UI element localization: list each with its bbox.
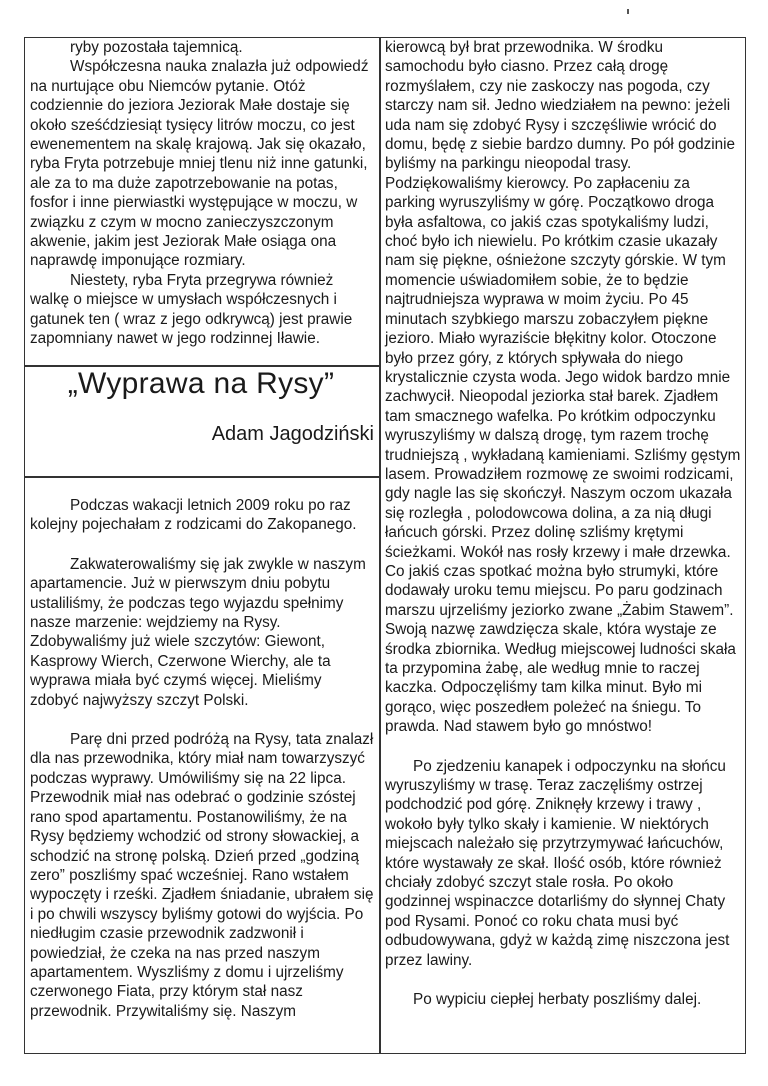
scan-mark — [627, 9, 629, 14]
article-header — [24, 367, 378, 475]
paragraph: Parę dni przed podróżą na Rysy, tata znalazł dla nas przewodnika, który miał nam towarzyszyć podczas wyprawy. Umówiliśmy się na 22 lipca. Przewodnik miał nas odebrać o godzinie szóstej rano spod apartamentu. Postanowiliśmy, że na Rysy będziemy wchodzić od strony słowackiej, a schodzić na stronę polską. Dzień przed „godziną zero” poszliśmy spać wcześniej. Rano wstałem wypoczęty i rześki. Zjadłem śniadanie, ubrałem się i po chwili wszyscy byliśmy gotowi do wyjścia. Po niedługim czasie przewodnik zadzwonił i powiedział, że czeka na nas przed naszym apartamentem. Wyszliśmy z domu i ujrzeliśmy czerwonego Fiata, przy którym stał nasz przewodnik. Przywitaliśmy się. Naszym — [30, 731, 374, 1020]
paragraph: kierowcą był brat przewodnika. W środku samochodu było ciasno. Przez całą drogę rozmyślałem, czy nie zaskoczy nas pogoda, czy starczy nam sił. Jedno wiedziałem na pewno: jeżeli uda nam się zdobyć Rysy i szczęśliwie wrócić do domu, będę z siebie bardzo dumny. Po pół godzinie byliśmy na parkingu nieopodal trasy. Podziękowaliśmy kierowcy. Po zapłaceniu za parking wyruszyliśmy w górę. Początkowo droga była asfaltowa, co jakiś czas spotykaliśmy ludzi, choć było ich niewielu. Po krótkim czasie ukazały nam się piękne, ośnieżone szczyty górskie. W tym momencie uświadomiłem sobie, że to będzie najtrudniejsza wyprawa w moim życiu. Po 45 minutach szybkiego marszu zobaczyłem piękne jezioro. Miało wyraziście błękitny kolor. Otoczone było przez góry, z których spływała do niego krystalicznie czysta woda. Jego widok bardzo mnie zachwycił. Nieopodal jeziorka stał barek. Zjadłem tam smacznego wafelka. Po krótkim odpoczynku wyruszyliśmy w dalszą drogę, tym razem trochę trudniejszą , wykładaną kamieniami. Szliśmy gęstym lasem. Prowadziłem rozmowę ze swoimi rodzicami, gdy nagle las się skończył. Naszym oczom ukazała się rozległa , polodowcowa dolina, a za nią długi łańcuch górski. Przez dolinę szliśmy krętymi ścieżkami. Wokół nas rosły krzewy i małe drzewka. Co jakiś czas spotkać można było strumyki, które dodawały uroku temu miejscu. Po paru godzinach marszu ujrzeliśmy jeziorko zwane „Żabim Stawem”. Swoją nazwę zawdzięcza skale, która wystaje ze środka zbiornika. Według miejscowej ludności skała ta przypomina żabę, ale według mnie to raczej kaczka. Odpoczęliśmy tam kilka minut. Było mi gorąco, więc poszedłem poleżeć na śniegu. To prawda. Nad stawem było go mnóstwo! — [385, 39, 741, 736]
article-author: Adam Jagodziński — [211, 423, 374, 445]
paragraph: Po wypiciu ciepłej herbaty poszliśmy dalej. — [413, 991, 702, 1009]
paragraph: Współczesna nauka znalazła już odpowiedź na nurtujące obu Niemców pytanie. Otóż codziennie do jeziora Jeziorak Małe dostaje się około sześćdziesiąt tysięcy litrów moczu, co jest ewenementem na skalę krajową. Jak się okazało, ryba Fryta potrzebuje mniej tlenu niż inne gatunki, ale za to ma duże zapotrzebowanie na potas, fosfor i inne pierwiastki występujące w moczu, w związku z czym w mocno zanieczyszczonym akwenie, jakim jest Jeziorak Małe osiąga ona naprawdę imponujące rozmiary. — [30, 58, 369, 270]
paragraph: Niestety, ryba Fryta przegrywa również walkę o miejsce w umysłach współczesnych i gatunek ten ( wraz z jego odkrywcą) jest prawie zapomniany nawet w jego rodzinnej Iławie. — [30, 271, 353, 348]
article-title: „Wyprawa na Rysy” — [67, 367, 335, 400]
previous-article-ending — [30, 38, 374, 349]
article-body-right — [385, 38, 741, 1010]
paragraph: ryby pozostała tajemnicą. — [70, 39, 243, 56]
paragraph: Zakwaterowaliśmy się jak zwykle w naszym apartamencie. Już w pierwszym dniu pobytu ustaliliśmy, że podczas tego wyjazdu spełnimy nasze marzenie: wejdziemy na Rysy. Zdobywaliśmy już wiele szczytów: Giewont, Kasprowy Wierch, Czerwone Wierchy, ale ta wyprawa miała być czymś więcej. Mieliśmy zdobyć najwyższy szczyt Polski. — [30, 555, 366, 709]
paragraph: Po zjedzeniu kanapek i odpoczynku na słońcu wyruszyliśmy w trasę. Teraz zaczęliśmy ostrzej podchodzić pod górę. Zniknęły krzewy i trawy , wokoło były tylko skały i kamienie. W niektórych miejscach należało się przytrzymywać łańcuchów, które wystawały ze skał. Ilość osób, które również chciały zdobyć szczyt stale rosła. Po około godzinnej wspinaczce dotarliśmy do słynnej Chaty pod Rysami. Ponoć co roku chata musi być odbudowywana, gdyż w każdą zimę niszczona jest przez lawiny. — [385, 757, 730, 969]
paragraph: Podczas wakacji letnich 2009 roku po raz kolejny pojechałam z rodzicami do Zakopanego. — [30, 497, 357, 534]
article-body-left — [30, 496, 374, 1021]
